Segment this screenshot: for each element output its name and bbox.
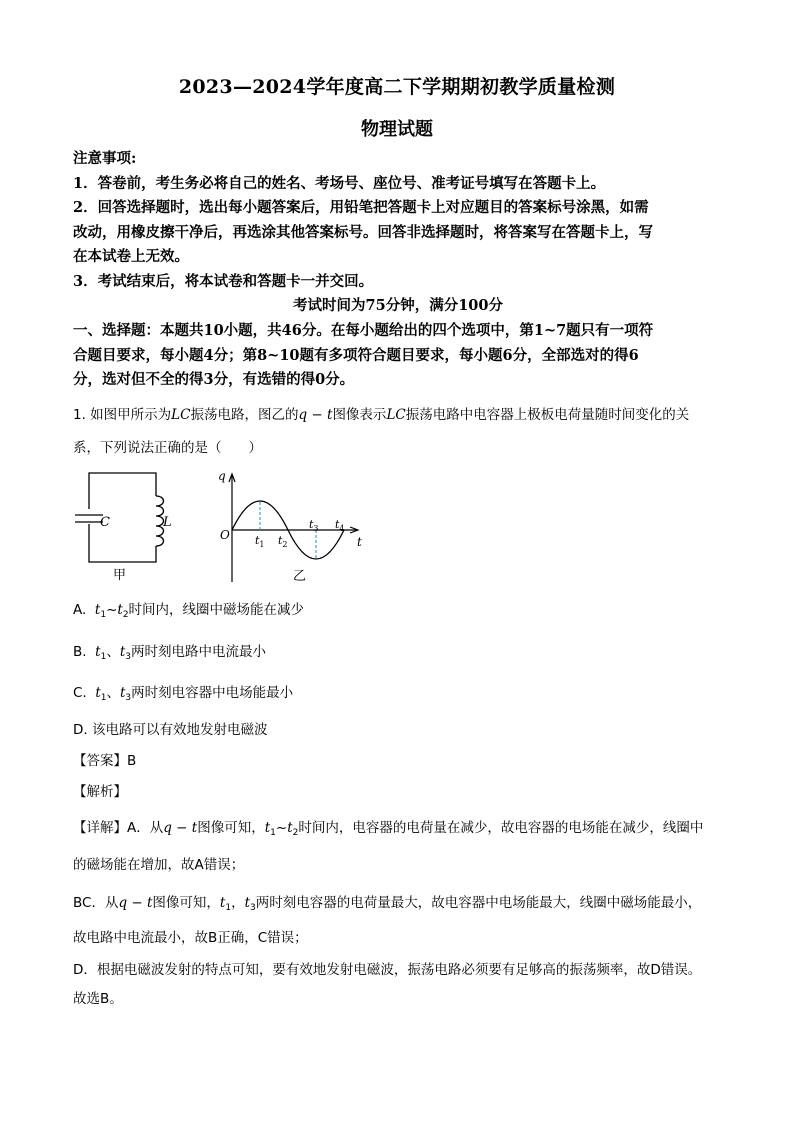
notice-heading: 注意事项: <box>73 150 137 167</box>
t3-label: $t_3$ <box>309 518 319 533</box>
subject-title: 物理试题 <box>361 119 433 140</box>
t4-label: $t_4$ <box>335 518 345 533</box>
notice-item-1: 1．答卷前，考生务必将自己的姓名、考场号、座位号、准考证号填写在答题卡上。 <box>73 175 606 192</box>
detail-a-line-2: 的磁场能在增加，故A错误； <box>73 857 245 873</box>
question-figure <box>60 462 380 590</box>
analysis-label: 【解析】 <box>73 784 127 800</box>
notice-item-2-line-1: 2．回答选择题时，选出每小题答案后，用铅笔把答题卡上对应题目的答案标号涂黑，如需 <box>73 199 649 216</box>
t1-label: $t_1$ <box>255 534 265 549</box>
question-stem-line-2: 系，下列说法正确的是（ ） <box>73 440 262 456</box>
option-d: D. 该电路可以有效地发射电磁波 <box>73 722 268 738</box>
graph-caption: 乙 <box>293 569 307 584</box>
notice-item-2-line-2: 改动，用橡皮擦干净后，再选涂其他答案标号。回答非选择题时，将答案写在答题卡上，写 <box>73 224 653 241</box>
lc-circuit-diagram <box>75 473 164 562</box>
final-answer: 故选B。 <box>73 991 123 1007</box>
section-line-2: 合题目要求，每小题4分；第8~10题有多项符合题目要求，每小题6分，全部选对的得6 <box>73 347 639 364</box>
option-b: B. $t_1$、$t_3$两时刻电路中电流最小 <box>73 644 266 662</box>
answer-label: 【答案】B <box>73 753 137 769</box>
origin-label: O <box>220 528 230 542</box>
detail-a-line-1: 【详解】A．从q − t图像可知，$t_1\sim t_2$时间内，电容器的电荷量在减少，故电容器的电场能在减少，线圈中 <box>73 820 704 838</box>
notice-item-3: 3．考试结束后，将本试卷和答题卡一并交回。 <box>73 273 374 290</box>
notice-item-2-line-3: 在本试卷上无效。 <box>73 248 189 265</box>
section-line-3: 分，选对但不全的得3分，有选错的得0分。 <box>73 371 355 388</box>
q-axis-label: q <box>218 469 226 483</box>
detail-d-line: D．根据电磁波发射的特点可知，要有效地发射电磁波，振荡电路必须要有足够高的振荡频率，故D错误。 <box>73 962 702 978</box>
option-a: A. $t_1\sim t_2$时间内，线圈中磁场能在减少 <box>73 602 305 620</box>
inductor-label: L <box>163 515 172 530</box>
question-stem-line-1: 1. 如图甲所示为LC振荡电路，图乙的q − t图像表示LC振荡电路中电容器上极板电荷量随时间变化的关 <box>73 407 690 423</box>
detail-bc-line-1: BC．从q − t图像可知，$t_1$，$t_3$两时刻电容器的电荷量最大，故电容器中电场能最大，线圈中磁场能最小， <box>73 895 702 913</box>
circuit-caption: 甲 <box>113 568 127 583</box>
q-t-symbol: q − t <box>298 407 333 423</box>
option-c: C. $t_1$、$t_3$两时刻电容器中电场能最小 <box>73 685 294 703</box>
detail-bc-line-2: 故电路中电流最小，故B正确，C错误； <box>73 930 308 946</box>
exam-title: 2023—2024学年度高二下学期期初教学质量检测 <box>178 76 616 98</box>
section-line-1: 一、选择题：本题共10小题，共46分。在每小题给出的四个选项中，第1~7题只有一项符 <box>73 322 654 339</box>
t2-label: $t_2$ <box>278 534 288 549</box>
capacitor-label: C <box>100 515 110 530</box>
exam-time: 考试时间为75分钟，满分100分 <box>293 297 503 314</box>
t-axis-label: t <box>357 535 362 549</box>
